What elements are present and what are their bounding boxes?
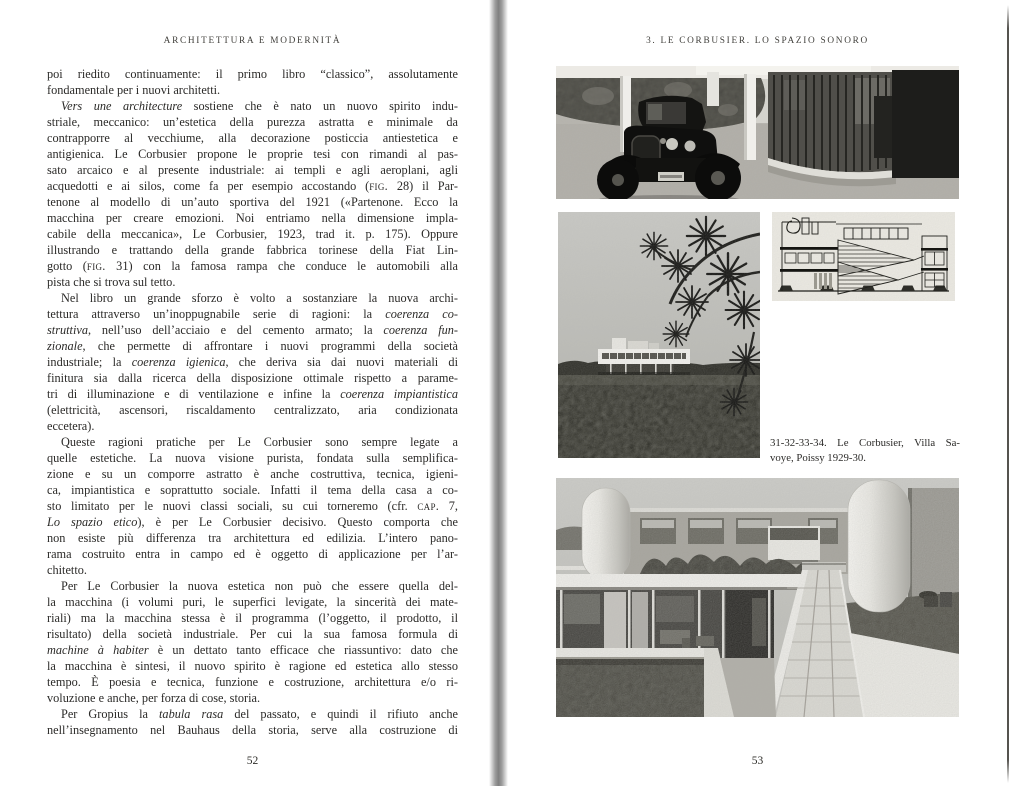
text-line: (elettricità, ascensori, riscaldamento centralizzato, aria condizionata — [47, 403, 458, 417]
text-line: Lo spazio etico), è per Le Corbusier decisivo. Questo comporta che — [47, 515, 458, 529]
figure-photo-car-pilotis — [556, 66, 959, 199]
text-line: Per Gropius la tabula rasa del passato, e quindi il rifiuto anche — [61, 707, 458, 721]
text-line: non esiste più differenza tra architettura ed edilizia. L’intero pano- — [47, 531, 458, 545]
text-line: 31-32-33-34. Le Corbusier, Villa Sa- — [770, 437, 960, 449]
section-drawing — [772, 212, 955, 301]
running-header-left: ARCHITETTURA E MODERNITÀ — [163, 36, 342, 46]
text-line: antigienica. Le Corbusier propone le proprie tesi con rimandi al pas- — [47, 147, 458, 161]
page-number-right: 53 — [751, 755, 764, 767]
text-line: Queste ragioni pratiche per Le Corbusier sono sempre legate a — [61, 435, 458, 449]
text-line: nell’insegnamento nel Bauhaus della storia, serve alla costruzione di — [47, 723, 458, 737]
figure-caption — [770, 436, 960, 466]
text-line: la macchina è sintesi, il nuovo spirito è ragione ed estetica allo stesso — [47, 659, 458, 673]
text-line: eccetera). — [47, 419, 95, 433]
text-line: riali) ma la macchina stessa è il programma (l’oggetto, il prodotto, il — [47, 611, 458, 625]
text-line: zione e su un comporre astratto è anche costruttiva, tecnica, igieni- — [47, 467, 458, 481]
text-line: industriale; la coerenza igienica, che deriva sia dai nuovi materiali di — [47, 355, 458, 369]
body-text — [47, 66, 458, 738]
photo-roof-terrace — [556, 478, 959, 717]
text-line: chitetto. — [47, 563, 87, 577]
text-line: risultato) della società industriale. Per cui la sua famosa formula di — [47, 627, 458, 641]
glass-pavilion — [768, 72, 896, 186]
text-line: struttiva, nell’uso dell’acciaio e del cemento armato; la coerenza fun- — [47, 323, 458, 337]
text-line: sto limitato per le nuovi classi sociali, su cui torneremo (cfr. cap. 7, — [47, 499, 458, 513]
text-line: Per Le Corbusier la nuova estetica non può che essere quella del- — [61, 579, 458, 593]
text-line: acquedotti e ai silos, come fa per esempio accostando (fig. 28) il Par- — [47, 179, 458, 193]
text-line: quelle estetiche. La nuova visione purista, fondata sulla semplifica- — [47, 451, 458, 465]
text-line: tri di illuminazione e di ventilazione e infine la coerenza impiantistica — [47, 387, 458, 401]
text-line: voluzione e anche, per forza di cose, storia. — [47, 691, 261, 705]
figure-photo-roof-terrace — [556, 478, 959, 717]
text-line: cabile della meccanica», Le Corbusier, 1923, trad it. p. 175). Oppure — [47, 227, 458, 241]
text-line: fondamentale per i nuovi architetti. — [47, 83, 221, 97]
binding-gutter — [489, 0, 508, 786]
text-line: Vers une architecture sostiene che è nato un nuovo spirito indu- — [61, 99, 458, 113]
text-line: tettura attraverso un’inoppugnabile serie di ragioni: la coerenza co- — [47, 307, 458, 321]
text-line: ca, impiantistica e soprattutto sociale. Infatti il tema della casa a co- — [47, 483, 458, 497]
text-line: rama costruito entra in campo ed è oggetto di applicazione per l’ar- — [47, 547, 458, 561]
text-line: Nel libro un grande sforzo è volto a sostanziare la nuova archi- — [61, 291, 458, 305]
photo-villa-meadow — [558, 212, 760, 458]
page-number-left: 52 — [246, 755, 259, 767]
figure-photo-villa-meadow — [558, 212, 760, 458]
text-line: pista che si trova sul tetto. — [47, 275, 176, 289]
text-line: finitura sia dalla ricerca della disposizione ottimale rispetto a parame- — [47, 371, 458, 385]
text-line: machine à habiter è un dettato tanto efficace che riassuntivo: dato che — [47, 643, 458, 657]
text-line: contrapporre al vecchiume, alla decorazione posticcia antiestetica e — [47, 131, 458, 145]
text-line: poi riedito continuamente: il primo libro “classico”, assolutamente — [47, 67, 458, 81]
page-edge-line — [1007, 5, 1009, 783]
text-line: tempo. È poesia e tecnica, funzione e costruzione, architettura e/o ri- — [47, 675, 458, 689]
text-line: la macchina (i volumi puri, le superfici levigate, la sincerità dei mate- — [47, 595, 458, 609]
figure-section-drawing — [772, 212, 955, 301]
text-line: tenone al modello di un’auto sportiva del 1921 («Partenone. Ecco la — [47, 195, 458, 209]
text-line: illustrando e trattando della grande fabbrica torinese della Fiat Lin- — [47, 243, 458, 257]
text-line: macchina per creare emozioni. Noi entriamo nella dimensione impla- — [47, 211, 458, 225]
text-line: sato arcaico e al presente industriale: ai templi e agli aeroplani, agli — [47, 163, 458, 177]
text-line: zionale, che permette di affrontare i nuovi programmi della società — [47, 339, 458, 353]
text-line: voye, Poissy 1929-30. — [770, 452, 866, 464]
dark-wall — [892, 70, 959, 178]
photo-car-pilotis — [556, 66, 959, 199]
running-header-right: 3. LE CORBUSIER. LO SPAZIO SONORO — [646, 36, 869, 46]
text-line: striale, meccanico: un’estetica della purezza astratta e minimale da — [47, 115, 458, 129]
text-line: gotto (fig. 31) con la famosa rampa che conduce le automobili alla — [47, 259, 458, 273]
